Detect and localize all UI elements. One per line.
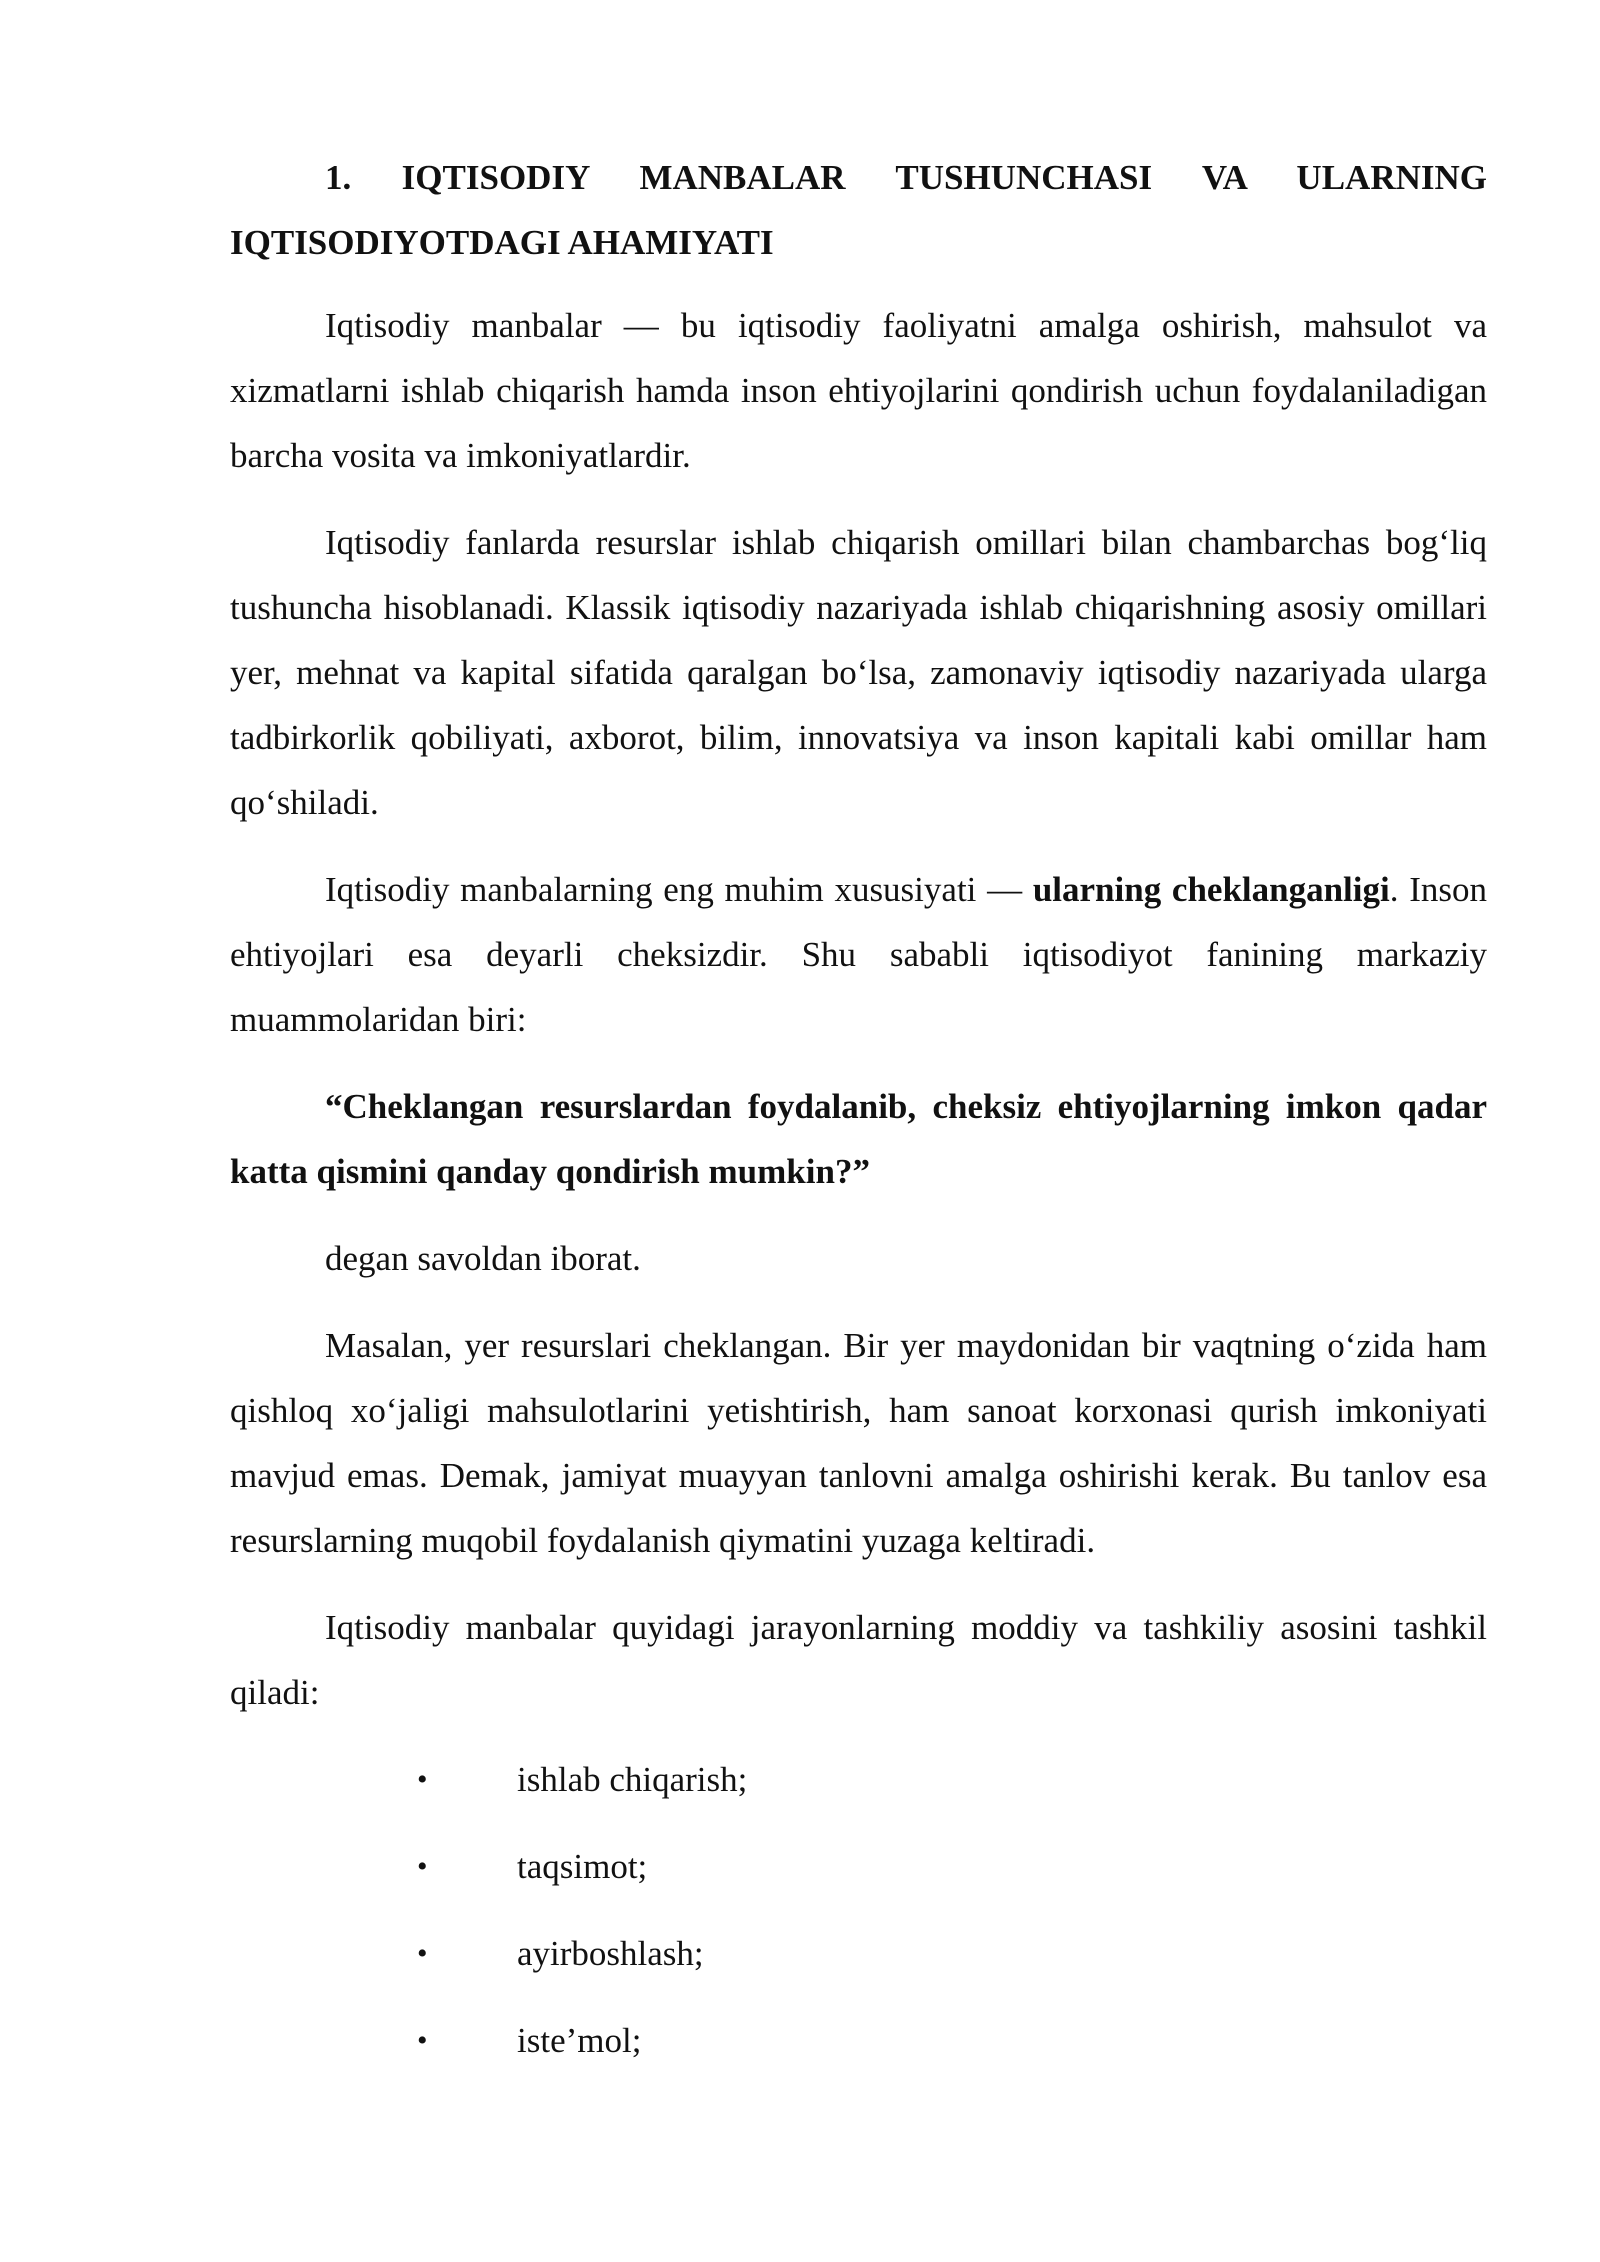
central-question-quote: “Cheklangan resurslardan foydalanib, cheksiz ehtiyojlarning imkon qadar katta qismini qanday qondirish mumkin?” <box>230 1087 1487 1191</box>
list-item-text: taqsimot; <box>517 1847 648 1886</box>
document-content <box>230 145 1487 2095</box>
paragraph-scarcity-lead: Iqtisodiy manbalarning eng muhim xususiyati — <box>325 870 1033 909</box>
bullet-icon: • <box>417 2024 428 2057</box>
processes-list <box>230 1747 1487 2073</box>
list-item-text: ayirboshlash; <box>517 1934 704 1973</box>
list-item-text: iste’mol; <box>517 2021 642 2060</box>
paragraph-scarcity <box>230 857 1487 1052</box>
list-item <box>230 1834 1487 1899</box>
paragraph-land-example: Masalan, yer resurslari cheklangan. Bir yer maydonidan bir vaqtning o‘zida ham qishloq xo‘jaligi mahsulotlarini yetishtirish, ham sanoat korxonasi qurish imkoniyati mavjud emas. Demak, jamiyat muayyan tanlovni amalga oshirishi kerak. Bu tanlov esa resurslarning muqobil foydalanish qiymatini yuzaga keltiradi. <box>230 1326 1487 1560</box>
paragraph-question-ending: degan savoldan iborat. <box>325 1239 641 1278</box>
bullet-icon: • <box>417 1937 428 1970</box>
paragraph-scarcity-tail: . Inson ehtiyojlari esa deyarli cheksizdir. Shu sababli iqtisodiyot fanining markaziy muammolaridan biri: <box>230 870 1487 1039</box>
bullet-icon: • <box>417 1850 428 1883</box>
paragraph-factors: Iqtisodiy fanlarda resurslar ishlab chiqarish omillari bilan chambarchas bog‘liq tushuncha hisoblanadi. Klassik iqtisodiy nazariyada ishlab chiqarishning asosiy omillari yer, mehnat va kapital sifatida qaralgan bo‘lsa, zamonaviy iqtisodiy nazariyada ularga tadbirkorlik qobiliyati, axborot, bilim, innovatsiya va inson kapitali kabi omillar ham qo‘shiladi. <box>230 523 1487 822</box>
section-heading: 1. IQTISODIY MANBALAR TUSHUNCHASI VA ULARNING IQTISODIYOTDAGI AHAMIYATI <box>230 158 1487 262</box>
paragraph-definition: Iqtisodiy manbalar — bu iqtisodiy faoliyatni amalga oshirish, mahsulot va xizmatlarni ishlab chiqarish hamda inson ehtiyojlarini qondirish uchun foydalaniladigan barcha vosita va imkoniyatlardir. <box>230 306 1487 475</box>
list-item-text: ishlab chiqarish; <box>517 1760 748 1799</box>
list-item <box>230 1921 1487 1986</box>
list-item <box>230 2008 1487 2073</box>
scarcity-emphasis: ularning cheklanganligi <box>1032 870 1390 909</box>
paragraph-processes-intro: Iqtisodiy manbalar quyidagi jarayonlarning moddiy va tashkiliy asosini tashkil qiladi: <box>230 1608 1487 1712</box>
bullet-icon: • <box>417 1763 428 1796</box>
list-item <box>230 1747 1487 1812</box>
